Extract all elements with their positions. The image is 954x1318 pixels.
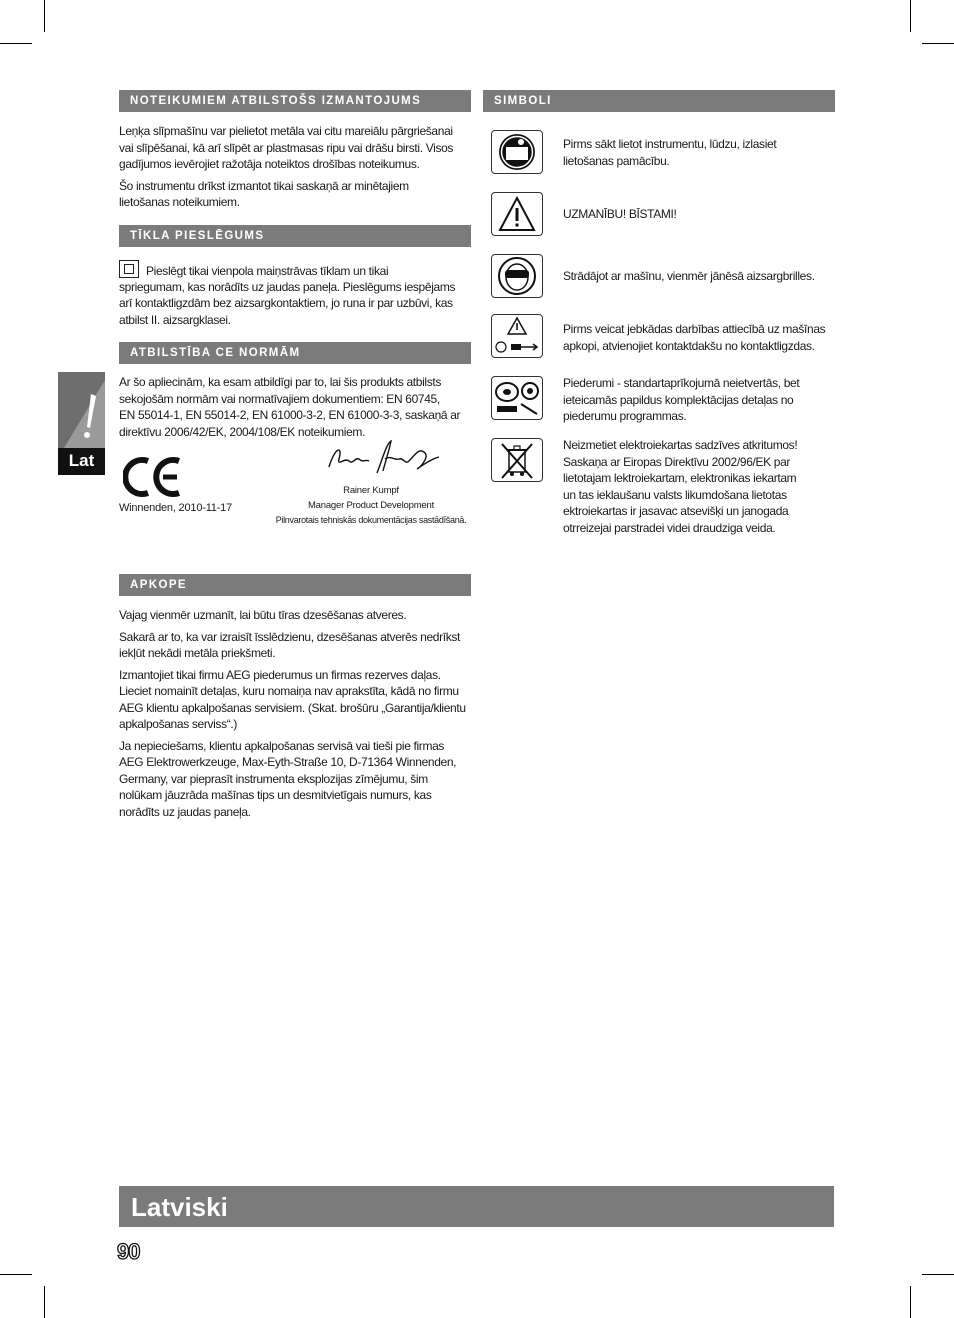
accessories-icon [491,376,543,420]
section-heading-mains-connection: TĪKLA PIESLĒGUMS [119,225,471,247]
signature [325,437,445,479]
read-manual-icon [491,130,543,174]
footer-language-bar [119,1186,834,1227]
section-heading-maintenance: APKOPE [119,574,471,596]
mains-connection-line-1: Pieslēgt tikai vienpola maiņstrāvas tīklam un tikai [146,263,389,278]
symbol-row [483,192,835,238]
symbol-row [483,130,835,176]
maintenance-paragraph-4: Ja nepieciešams, klientu apkalpošanas servisā vai tieši pie firmas AEG Elektrowerkzeuge, Max-Eyth-Straße 10, D-71364 Winnenden, Germany, var pieprasīt instrumenta eksplozijas zīmējumu, šim nolūkam jāuzrāda mašīnas tips un desmitvietīgais numurs, kas norādīts uz jaudas paneļa. [119,738,457,819]
footer-language-title: Latviski [131,1192,228,1222]
mains-connection-paragraph: spriegumam, kas norādīts uz jaudas paneļa. Pieslēgums iespējams arī kontaktligzdām bez aizsargkontaktiem, jo runa ir par uzbūvi, kas atbilst II. aizsargklasei. [119,279,456,327]
symbol-text: Pirms veicat jebkādas darbības attiecībā uz mašīnas apkopi, atvienojiet kontaktdakšu no kontaktligzdas. [563,322,826,353]
section-heading-intended-use: NOTEIKUMIEM ATBILSTOŠS IZMANTOJUMS [119,90,471,112]
ce-conformity-paragraph: Ar šo apliecinām, ka esam atbildīgi par to, lai šis produkts atbilsts sekojošām normām vai normatīvajiem dokumentiem: EN 60745, EN 55014-1, EN 55014-2, EN 61000-3-2, EN 61000-3-3, saskaņā ar direktīvu 2006/42/EK, 2004/108/EK noteikumiem. [119,375,461,439]
symbol-row [483,376,835,422]
weee-bin-icon [491,438,543,482]
class-ii-icon [119,260,139,278]
side-language-tab [58,372,105,475]
symbol-text: Piederumi - standartaprīkojumā neietvertās, bet ieteicamās papildus komplektācijas detaļas no piederumu programmas. [563,376,800,423]
side-tab-label: Lat [68,451,95,470]
warning-side-icon [58,372,105,448]
page-number: 90 [117,1239,140,1264]
symbol-row [483,438,835,535]
intended-use-paragraph-2: Šo instrumentu drīkst izmantot tikai saskaņā ar minētajiem lietošanas noteikumiem. [119,178,409,209]
section-heading-symbols: SIMBOLI [483,90,835,112]
place-date: Winnenden, 2010-11-17 [119,502,233,514]
signer-name: Rainer Kumpf [343,485,399,496]
ce-mark-icon [123,455,183,499]
symbol-text: Strādājot ar mašīnu, vienmēr jānēsā aizsargbrilles. [563,269,815,283]
left-column [119,90,471,825]
symbol-text: Pirms sākt lietot instrumentu, lūdzu, izlasiet lietošanas pamācību. [563,137,777,168]
maintenance-paragraph-3: Izmantojiet tikai firmu AEG piederumus un firmas rezerves daļas. Lieciet nomainīt detaļas, kuru nomaiņa nav aprakstīta, kādā no firmu AEG klientu apkalpošanas servisiem. (Skat. brošūru „Garantija/klientu apkalpošanas serviss“.) [119,667,466,731]
signer-role: Pilnvarotais tehniskās dokumentācijas sastādīšanā. [275,515,467,525]
symbol-text: UZMANĪBU! BĪSTAMI! [563,207,677,221]
intended-use-paragraph-1: Leņķa slīpmašīnu var pielietot metāla vai citu mareiālu pārgriešanai vai slīpēšanai, kā arī slīpēt ar plastmasas ripu vai drāšu birsti. Visos gadījumos ievērojiet ražotāja noteiktos drošības noteikumus. [119,124,454,171]
signer-block [269,483,473,528]
right-column [483,90,835,560]
symbol-row [483,254,835,300]
signer-title: Manager Product Development [307,500,435,511]
symbol-text: Neizmetiet elektroiekartas sadzīves atkritumos! Saskaņa ar Eiropas Direktīvu 2002/96/EK par lietotajam lektroiekartam, elektronikas iekartam un tas ieklaušanu valsts likumdošana lietotas ektroiekartas ir jasavac atsevišķi un janogada otrreizejai parstradei videi draudziga veida. [563,438,798,535]
unplug-warning-icon [491,314,543,358]
warning-triangle-icon [491,192,543,236]
maintenance-paragraph-1: Vajag vienmēr uzmanīt, lai būtu tīras dzesēšanas atveres. [119,608,407,622]
section-heading-ce-conformity: ATBILSTĪBA CE NORMĀM [119,342,471,364]
maintenance-paragraph-2: Sakarā ar to, ka var izraisīt īsslēdzienu, dzesēšanas atverēs nedrīkst iekļūt nekādi metāla priekšmeti. [119,629,461,660]
safety-goggles-icon [491,254,543,298]
symbol-row [483,314,835,360]
